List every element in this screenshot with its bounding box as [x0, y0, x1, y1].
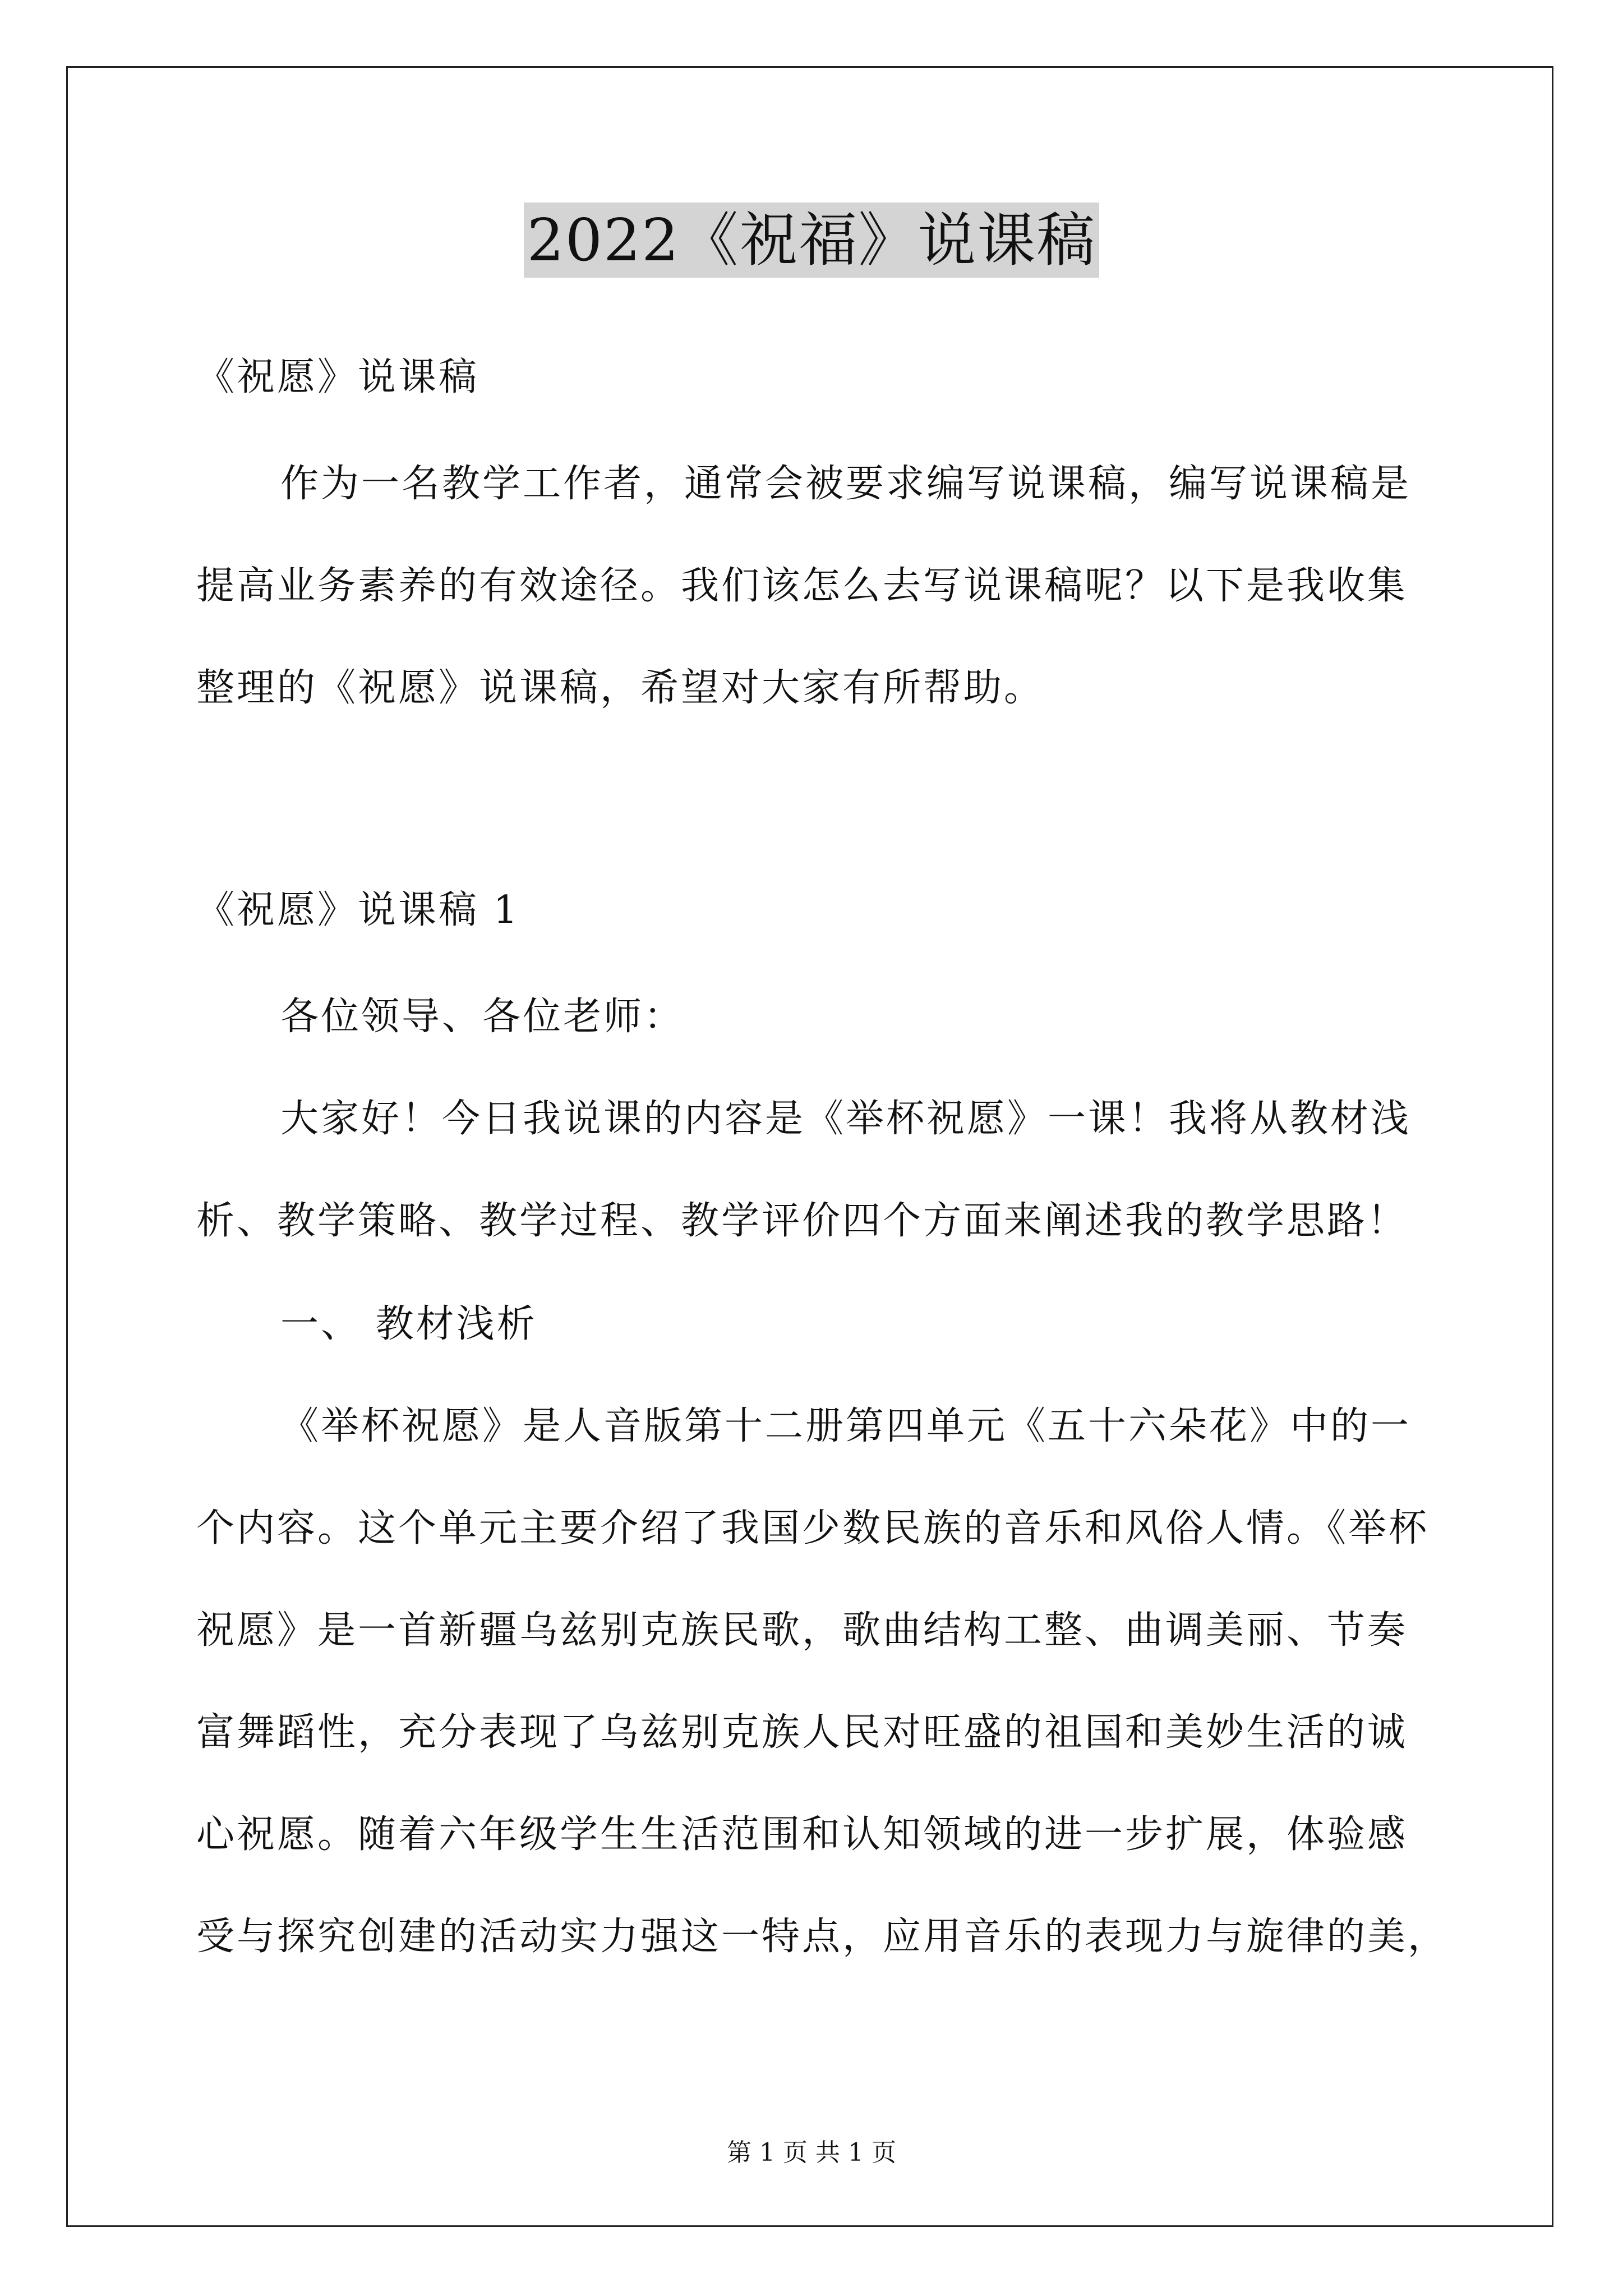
analysis-line: 受与探究创建的活动实力强这一特点，应用音乐的表现力与旋律的美， [196, 1915, 1449, 1959]
document-title [0, 201, 1623, 279]
analysis-line: 个内容。这个单元主要介绍了我国少数民族的音乐和风俗人情。《举杯 [196, 1506, 1430, 1550]
analysis-line: 富舞蹈性，充分表现了乌兹别克族人民对旺盛的祖国和美妙生活的诚 [196, 1710, 1408, 1755]
intro-line: 提高业务素养的有效途径。我们该怎么去写说课稿呢？以下是我收集 [196, 564, 1408, 608]
opening-line: 大家好！今日我说课的内容是《举杯祝愿》一课！我将从教材浅 [280, 1097, 1412, 1141]
greeting: 各位领导、各位老师： [280, 995, 685, 1039]
section-heading: 《祝愿》说课稿 1 [196, 888, 520, 932]
intro-line: 作为一名教学工作者，通常会被要求编写说课稿，编写说课稿是 [280, 462, 1412, 506]
part-one-heading: 一、 教材浅析 [280, 1302, 537, 1346]
page-footer: 第 1 页 共 1 页 [727, 2138, 896, 2167]
analysis-line: 心祝愿。随着六年级学生生活范围和认知领域的进一步扩展，体验感 [196, 1812, 1408, 1857]
analysis-line: 《举杯祝愿》是人音版第十二册第四单元《五十六朵花》中的一 [280, 1404, 1412, 1448]
analysis-line: 祝愿》是一首新疆乌兹别克族民歌，歌曲结构工整、曲调美丽、节奏 [196, 1608, 1408, 1653]
title-text: 2022《祝福》说课稿 [524, 203, 1100, 278]
opening-line: 析、教学策略、教学过程、教学评价四个方面来阐述我的教学思路！ [196, 1199, 1408, 1243]
intro-line: 整理的《祝愿》说课稿，希望对大家有所帮助。 [196, 666, 1045, 710]
subtitle: 《祝愿》说课稿 [196, 355, 479, 399]
